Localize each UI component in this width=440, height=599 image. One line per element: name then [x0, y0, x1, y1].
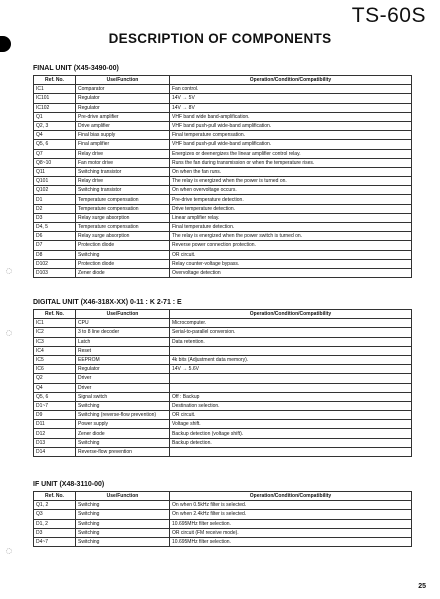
ref-no-cell: IC2	[34, 328, 76, 337]
operation-cell: Relay counter-voltage bypass.	[170, 259, 412, 268]
table-row	[34, 383, 412, 392]
digital-unit-table	[33, 309, 412, 457]
table-row	[34, 131, 412, 140]
final-unit-table	[33, 75, 412, 278]
ref-no-cell: D4~7	[34, 537, 76, 546]
table-row	[34, 223, 412, 232]
ref-no-cell: Q4	[34, 131, 76, 140]
col-operation: Operation/Condition/Compatibility	[170, 310, 412, 319]
col-use-function: Use/Function	[76, 492, 170, 501]
operation-cell: 14V → 5.6V	[170, 365, 412, 374]
page-number: 25	[418, 583, 426, 590]
table-row	[34, 501, 412, 510]
ref-no-cell: Q3	[34, 510, 76, 519]
table-row	[34, 158, 412, 167]
ref-no-cell: D6	[34, 232, 76, 241]
ref-no-cell: D14	[34, 447, 76, 456]
use-function-cell: Switching	[76, 438, 170, 447]
table-row	[34, 328, 412, 337]
use-function-cell: Switching	[76, 501, 170, 510]
table-row	[34, 401, 412, 410]
operation-cell: Off : Backup	[170, 392, 412, 401]
use-function-cell: Power supply	[76, 420, 170, 429]
table-row	[34, 319, 412, 328]
ref-no-cell: IC1	[34, 85, 76, 94]
operation-cell	[170, 374, 412, 383]
ref-no-cell: IC6	[34, 365, 76, 374]
use-function-cell: Protection diode	[76, 241, 170, 250]
table-row	[34, 510, 412, 519]
table-row	[34, 204, 412, 213]
use-function-cell: Regulator	[76, 365, 170, 374]
operation-cell: Reverse power connection protection.	[170, 241, 412, 250]
table-row	[34, 447, 412, 456]
use-function-cell: Temperature compensation	[76, 195, 170, 204]
table-row	[34, 337, 412, 346]
table-row	[34, 346, 412, 355]
ref-no-cell: D11	[34, 420, 76, 429]
table-row	[34, 268, 412, 277]
ref-no-cell: D9	[34, 411, 76, 420]
ref-no-cell: IC101	[34, 94, 76, 103]
use-function-cell: Switching	[76, 519, 170, 528]
use-function-cell: Reverse-flow prevention	[76, 447, 170, 456]
ref-no-cell: Q101	[34, 177, 76, 186]
final-unit-title: FINAL UNIT (X45-3490-00)	[33, 65, 119, 72]
operation-cell: 10.695MHz filter selection.	[170, 537, 412, 546]
table-row	[34, 103, 412, 112]
operation-cell: Backup detection.	[170, 438, 412, 447]
use-function-cell: EEPROM	[76, 355, 170, 364]
use-function-cell: Pre-drive amplifier	[76, 112, 170, 121]
use-function-cell: Fan motor drive	[76, 158, 170, 167]
operation-cell: Linear amplifier relay.	[170, 213, 412, 222]
ref-no-cell: IC1	[34, 319, 76, 328]
operation-cell: On when the fan runs.	[170, 167, 412, 176]
ref-no-cell: IC102	[34, 103, 76, 112]
table-row	[34, 438, 412, 447]
ref-no-cell: IC3	[34, 337, 76, 346]
table-row	[34, 429, 412, 438]
table-row	[34, 411, 412, 420]
ref-no-cell: D7	[34, 241, 76, 250]
ref-no-cell: D1	[34, 195, 76, 204]
operation-cell: Drive temperature detection.	[170, 204, 412, 213]
col-operation: Operation/Condition/Compatibility	[170, 76, 412, 85]
use-function-cell: Zener diode	[76, 429, 170, 438]
operation-cell	[170, 383, 412, 392]
ref-no-cell: Q1	[34, 112, 76, 121]
ref-no-cell: Q1, 2	[34, 501, 76, 510]
operation-cell: Microcomputer.	[170, 319, 412, 328]
operation-cell: Destination selection.	[170, 401, 412, 410]
use-function-cell: Switching	[76, 401, 170, 410]
use-function-cell: Switching	[76, 250, 170, 259]
if-unit-title: IF UNIT (X48-3110-00)	[33, 481, 105, 488]
operation-cell: VHF band wide band-amplification.	[170, 112, 412, 121]
table-row	[34, 167, 412, 176]
operation-cell: VHF band push-pull wide-band amplification.	[170, 121, 412, 130]
table-row	[34, 241, 412, 250]
binder-hole	[6, 548, 12, 554]
use-function-cell: Regulator	[76, 94, 170, 103]
use-function-cell: Driver	[76, 383, 170, 392]
operation-cell: Data retention.	[170, 337, 412, 346]
use-function-cell: Relay drive	[76, 149, 170, 158]
model-number: TS-60S	[351, 4, 426, 27]
operation-cell: Voltage shift.	[170, 420, 412, 429]
use-function-cell: Drive amplifier	[76, 121, 170, 130]
ref-no-cell: D1~7	[34, 401, 76, 410]
use-function-cell: Final bias supply	[76, 131, 170, 140]
use-function-cell: Relay drive	[76, 177, 170, 186]
ref-no-cell: Q5, 6	[34, 140, 76, 149]
ref-no-cell: Q11	[34, 167, 76, 176]
ref-no-cell: Q4	[34, 383, 76, 392]
digital-unit-title: DIGITAL UNIT (X46-318X-XX) 0-11 : K 2-71 : E	[33, 299, 182, 306]
use-function-cell: CPU	[76, 319, 170, 328]
table-row	[34, 232, 412, 241]
table-row	[34, 420, 412, 429]
operation-cell	[170, 447, 412, 456]
col-operation: Operation/Condition/Compatibility	[170, 492, 412, 501]
operation-cell: Energizes or deenergizes the linear amplifier control relay.	[170, 149, 412, 158]
table-row	[34, 85, 412, 94]
table-row	[34, 519, 412, 528]
ref-no-cell: D103	[34, 268, 76, 277]
operation-cell: OR circuit (FM receive mode).	[170, 528, 412, 537]
operation-cell: Runs the fan during transmission or when the temperature rises.	[170, 158, 412, 167]
ref-no-cell: Q7	[34, 149, 76, 158]
operation-cell	[170, 346, 412, 355]
operation-cell: Backup detection (voltage shift).	[170, 429, 412, 438]
ref-no-cell: IC4	[34, 346, 76, 355]
use-function-cell: Switching	[76, 537, 170, 546]
table-row	[34, 195, 412, 204]
binder-hole	[6, 268, 12, 274]
use-function-cell: Switching transistor	[76, 186, 170, 195]
use-function-cell: Relay surge absorption	[76, 232, 170, 241]
use-function-cell: Relay surge absorption	[76, 213, 170, 222]
operation-cell: The relay is energized when the power is turned on.	[170, 177, 412, 186]
table-row	[34, 250, 412, 259]
ref-no-cell: Q5, 6	[34, 392, 76, 401]
ref-no-cell: D2	[34, 204, 76, 213]
operation-cell: On when 0.5kHz filter is selected.	[170, 501, 412, 510]
ref-no-cell: D8	[34, 250, 76, 259]
table-row	[34, 94, 412, 103]
operation-cell: 4k bits (Adjustment data memory).	[170, 355, 412, 364]
operation-cell: 14V → 5V	[170, 94, 412, 103]
table-row	[34, 140, 412, 149]
operation-cell: 14V → 8V	[170, 103, 412, 112]
use-function-cell: Switching (reverse-flow prevention)	[76, 411, 170, 420]
table-header-row	[34, 76, 412, 85]
col-ref-no: Ref. No.	[34, 310, 76, 319]
ref-no-cell: D3	[34, 213, 76, 222]
use-function-cell: 3 to 8 line decoder	[76, 328, 170, 337]
col-use-function: Use/Function	[76, 76, 170, 85]
use-function-cell: Driver	[76, 374, 170, 383]
col-ref-no: Ref. No.	[34, 492, 76, 501]
ref-no-cell: D12	[34, 429, 76, 438]
operation-cell: Overvoltage detection	[170, 268, 412, 277]
use-function-cell: Regulator	[76, 103, 170, 112]
operation-cell: On when overvoltage occurs.	[170, 186, 412, 195]
table-row	[34, 374, 412, 383]
ref-no-cell: Q102	[34, 186, 76, 195]
use-function-cell: Switching transistor	[76, 167, 170, 176]
ref-no-cell: D4, 5	[34, 223, 76, 232]
if-unit-table	[33, 491, 412, 547]
operation-cell: The relay is energized when the power switch is turned on.	[170, 232, 412, 241]
ref-no-cell: Q2	[34, 374, 76, 383]
operation-cell: Final temperature detection.	[170, 223, 412, 232]
table-row	[34, 149, 412, 158]
binder-hole	[6, 330, 12, 336]
table-row	[34, 121, 412, 130]
ref-no-cell: D3	[34, 528, 76, 537]
use-function-cell: Latch	[76, 337, 170, 346]
use-function-cell: Temperature compensation	[76, 204, 170, 213]
ref-no-cell: Q8~10	[34, 158, 76, 167]
operation-cell: Pre-drive temperature detection.	[170, 195, 412, 204]
table-row	[34, 213, 412, 222]
use-function-cell: Comparator	[76, 85, 170, 94]
use-function-cell: Signal switch	[76, 392, 170, 401]
operation-cell: Final temperature compensation.	[170, 131, 412, 140]
page-title: DESCRIPTION OF COMPONENTS	[108, 31, 332, 46]
ref-no-cell: Q2, 3	[34, 121, 76, 130]
table-row	[34, 537, 412, 546]
operation-cell: Fan control.	[170, 85, 412, 94]
use-function-cell: Protection diode	[76, 259, 170, 268]
table-row	[34, 186, 412, 195]
operation-cell: OR circuit.	[170, 411, 412, 420]
table-row	[34, 259, 412, 268]
use-function-cell: Temperature compensation	[76, 223, 170, 232]
use-function-cell: Zener diode	[76, 268, 170, 277]
col-use-function: Use/Function	[76, 310, 170, 319]
operation-cell: Serial-to-parallel conversion.	[170, 328, 412, 337]
ref-no-cell: D13	[34, 438, 76, 447]
table-row	[34, 365, 412, 374]
ref-no-cell: IC5	[34, 355, 76, 364]
use-function-cell: Switching	[76, 528, 170, 537]
use-function-cell: Reset	[76, 346, 170, 355]
table-row	[34, 528, 412, 537]
ref-no-cell: D1, 2	[34, 519, 76, 528]
table-header-row	[34, 310, 412, 319]
table-row	[34, 177, 412, 186]
table-row	[34, 392, 412, 401]
col-ref-no: Ref. No.	[34, 76, 76, 85]
table-row	[34, 112, 412, 121]
operation-cell: On when 2.4kHz filter is selected.	[170, 510, 412, 519]
table-row	[34, 355, 412, 364]
operation-cell: OR circuit.	[170, 250, 412, 259]
use-function-cell: Switching	[76, 510, 170, 519]
operation-cell: 10.695MHz filter selection.	[170, 519, 412, 528]
table-header-row	[34, 492, 412, 501]
operation-cell: VHF band push-pull wide-band amplification.	[170, 140, 412, 149]
ref-no-cell: D102	[34, 259, 76, 268]
use-function-cell: Final amplifier	[76, 140, 170, 149]
